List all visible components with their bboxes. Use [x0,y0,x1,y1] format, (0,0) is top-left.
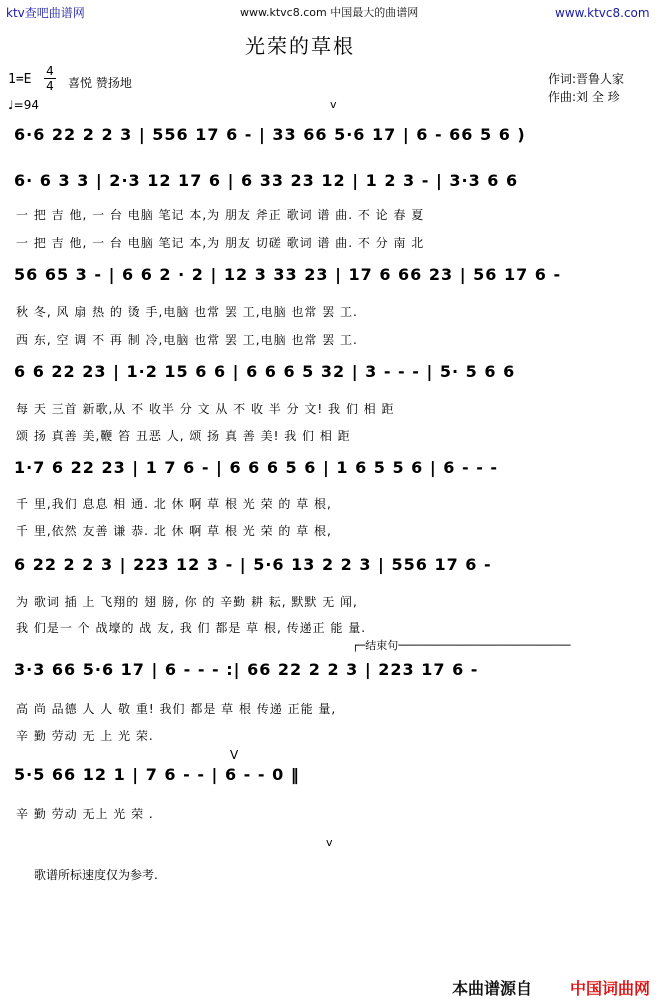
lyric-line: 千 里,我们 息息 相 通. 北 休 啊 草 根 光 荣 的 草 根, [16,497,332,511]
lyric-line: 辛 勤 劳动 无 上 光 荣. [16,729,154,743]
notation-row-2: 6· 6 3 3 | 2·3 12 17 6 | 6 33 23 12 | 1 2 3 - | 3·3 6 6 [14,171,519,190]
notation-row-5: 1·7 6 22 23 | 1 7 6 - | 6 6 6 5 6 | 1 6 5 5 6 | 6 - - - [14,458,499,477]
lyric-line: 秋 冬, 风 扇 热 的 烫 手,电脑 也常 罢 工,电脑 也常 罢 工. [16,305,358,319]
ending-label: ┌─结束句────────────────────────── [352,639,571,652]
notation-row-4: 6 6 22 23 | 1·2 15 6 6 | 6 6 6 5 32 | 3 - - - | 5· 5 6 6 [14,362,516,381]
site-banner-center: www.ktvc8.com 中国最大的曲谱网 [240,6,419,19]
tempo-mark: ♩=94 [8,98,39,112]
notation-row-8: 5·5 66 12 1 | 7 6 - - | 6 - - 0 ‖ [14,765,300,784]
source-site: 中国词曲网 [570,979,651,998]
key-signature: 1=E [8,72,32,87]
site-name-left: ktv查吧曲谱网 [6,6,85,20]
notation-row-7: 3·3 66 5·6 17 | 6 - - - :| 66 22 2 2 3 | 223 17 6 - [14,660,479,679]
notation-row-1: 6·6 22 2 2 3 | 556 17 6 - | 33 66 5·6 17 | 6 - 66 5 6 ) [14,125,526,144]
expression-mark: 喜悦 赞扬地 [68,76,132,90]
lyric-line: 辛 勤 劳动 无上 光 荣 . [16,807,154,821]
lyric-line: 颂 扬 真善 美,鞭 笞 丑恶 人, 颂 扬 真 善 美! 我 们 相 距 [16,429,351,443]
lyric-line: 千 里,依然 友善 谦 恭. 北 休 啊 草 根 光 荣 的 草 根, [16,524,332,538]
notation-row-3: 56 65 3 - | 6 6 2 · 2 | 12 3 33 23 | 17 6 66 23 | 56 17 6 - [14,265,562,284]
time-top: 4 [46,64,54,78]
lyric-line: 高 尚 品德 人 人 敬 重! 我们 都是 草 根 传递 正能 量, [16,702,337,716]
site-url-right: www.ktvc8.com [555,6,650,20]
lyric-line: 为 歌词 插 上 飞翔的 翅 膀, 你 的 辛勤 耕 耘, 默默 无 闻, [16,595,358,609]
breath-mark: v [326,836,333,849]
breath-mark: v [330,98,337,111]
ending-label-text: 结束句 [365,639,399,652]
lyric-line: 一 把 吉 他, 一 台 电脑 笔记 本,为 朋友 切磋 歌词 谱 曲. 不 分 南 北 [16,236,425,250]
accent-mark: V [230,748,239,762]
lyric-line: 西 东, 空 调 不 再 制 冷,电脑 也常 罢 工,电脑 也常 罢 工. [16,333,358,347]
source-label: 本曲谱源自 [452,979,533,998]
lyricist: 作词:晋鲁人家 [548,72,625,86]
song-title: 光荣的草根 [245,34,355,58]
time-signature [44,64,56,93]
time-bottom: 4 [44,78,56,93]
tempo-footnote: 歌谱所标速度仅为参考. [34,868,158,882]
composer: 作曲:刘 全 珍 [548,90,620,104]
lyric-line: 一 把 吉 他, 一 台 电脑 笔记 本,为 朋友 斧正 歌词 谱 曲. 不 论 春 夏 [16,208,425,222]
lyric-line: 我 们是一 个 战壕的 战 友, 我 们 都是 草 根, 传递正 能 量. [16,621,367,635]
lyric-line: 每 天 三首 新歌,从 不 收半 分 文 从 不 收 半 分 文! 我 们 相 距 [16,402,395,416]
notation-row-6: 6 22 2 2 3 | 223 12 3 - | 5·6 13 2 2 3 | 556 17 6 - [14,555,492,574]
